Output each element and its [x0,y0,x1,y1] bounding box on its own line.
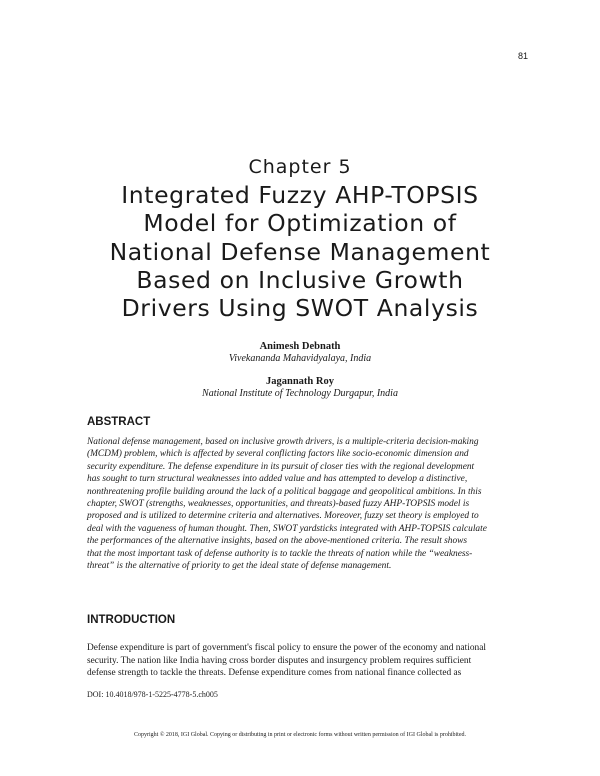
copyright-notice: Copyright © 2018, IGI Global. Copying or distributing in print or electronic forms without written permission of IGI Global is prohibited. [133,732,466,738]
abstract-line: chapter, SWOT (strengths, weaknesses, opportunities, and threats)-based fuzzy AHP-TOPSIS model is [87,499,470,510]
abstract-heading: ABSTRACT [87,416,151,428]
abstract-line: the performances of the alternative insights, based on the above-mentioned criteria. The result shows [87,536,468,547]
intro-line: Defense expenditure is part of government's fiscal policy to ensure the power of the economy and national [87,643,486,653]
chapter-title [60,181,540,322]
title-line: Based on Inclusive Growth [136,265,464,294]
introduction-body [87,642,531,680]
intro-line: defense strength to tackle the threats. Defense expenditure comes from national finance collected as [87,668,462,679]
abstract-line: that the most important task of defense authority is to tackle the threats of nation while the “weakness- [87,548,473,559]
introduction-heading: INTRODUCTION [87,614,176,626]
title-line: National Defense Management [109,237,491,266]
abstract-line: (MCDM) problem, which is affected by several conflicting factors like socio-economic dimension and [87,449,469,460]
abstract-line: National defense management, based on inclusive growth drivers, is a multiple-criteria decision-making [87,437,479,447]
author-affiliation: Vivekananda Mahavidyalaya, India [228,353,372,364]
abstract-line: threat” is the alternative of priority to get the ideal state of defense management. [87,561,392,572]
title-line: Model for Optimization of [143,209,457,238]
abstract-line: security expenditure. The defense expenditure in its pursuit of closer ties with the regional development [87,461,475,472]
author-name: Animesh Debnath [259,341,341,352]
chapter-label: Chapter 5 [248,156,352,178]
abstract-line: has sought to turn structural weaknesses into added value and has attempted to develop a distinctive, [87,474,468,485]
abstract-line: proposed and is utilized to determine criteria and alternatives. Moreover, fuzzy set theory is employed to [87,511,479,522]
abstract-line: nonthreatening profile building around the lack of a political baggage and geopolitical ambitions. In this [87,486,482,497]
title-line: Integrated Fuzzy AHP-TOPSIS [121,181,479,209]
title-line: Drivers Using SWOT Analysis [121,294,479,323]
doi: DOI: 10.4018/978-1-5225-4778-5.ch005 [87,690,218,699]
author-affiliation: National Institute of Technology Durgapur, India [202,388,398,399]
intro-line: security. The nation like India having cross border disputes and insurgency problem requires sufficient [87,655,472,666]
abstract-body [87,436,531,572]
author-name: Jagannath Roy [266,376,334,387]
abstract-line: deal with the vagueness of human thought. Then, SWOT yardsticks integrated with AHP-TOPSIS calculate [87,523,487,534]
page-number: 81 [517,51,528,61]
